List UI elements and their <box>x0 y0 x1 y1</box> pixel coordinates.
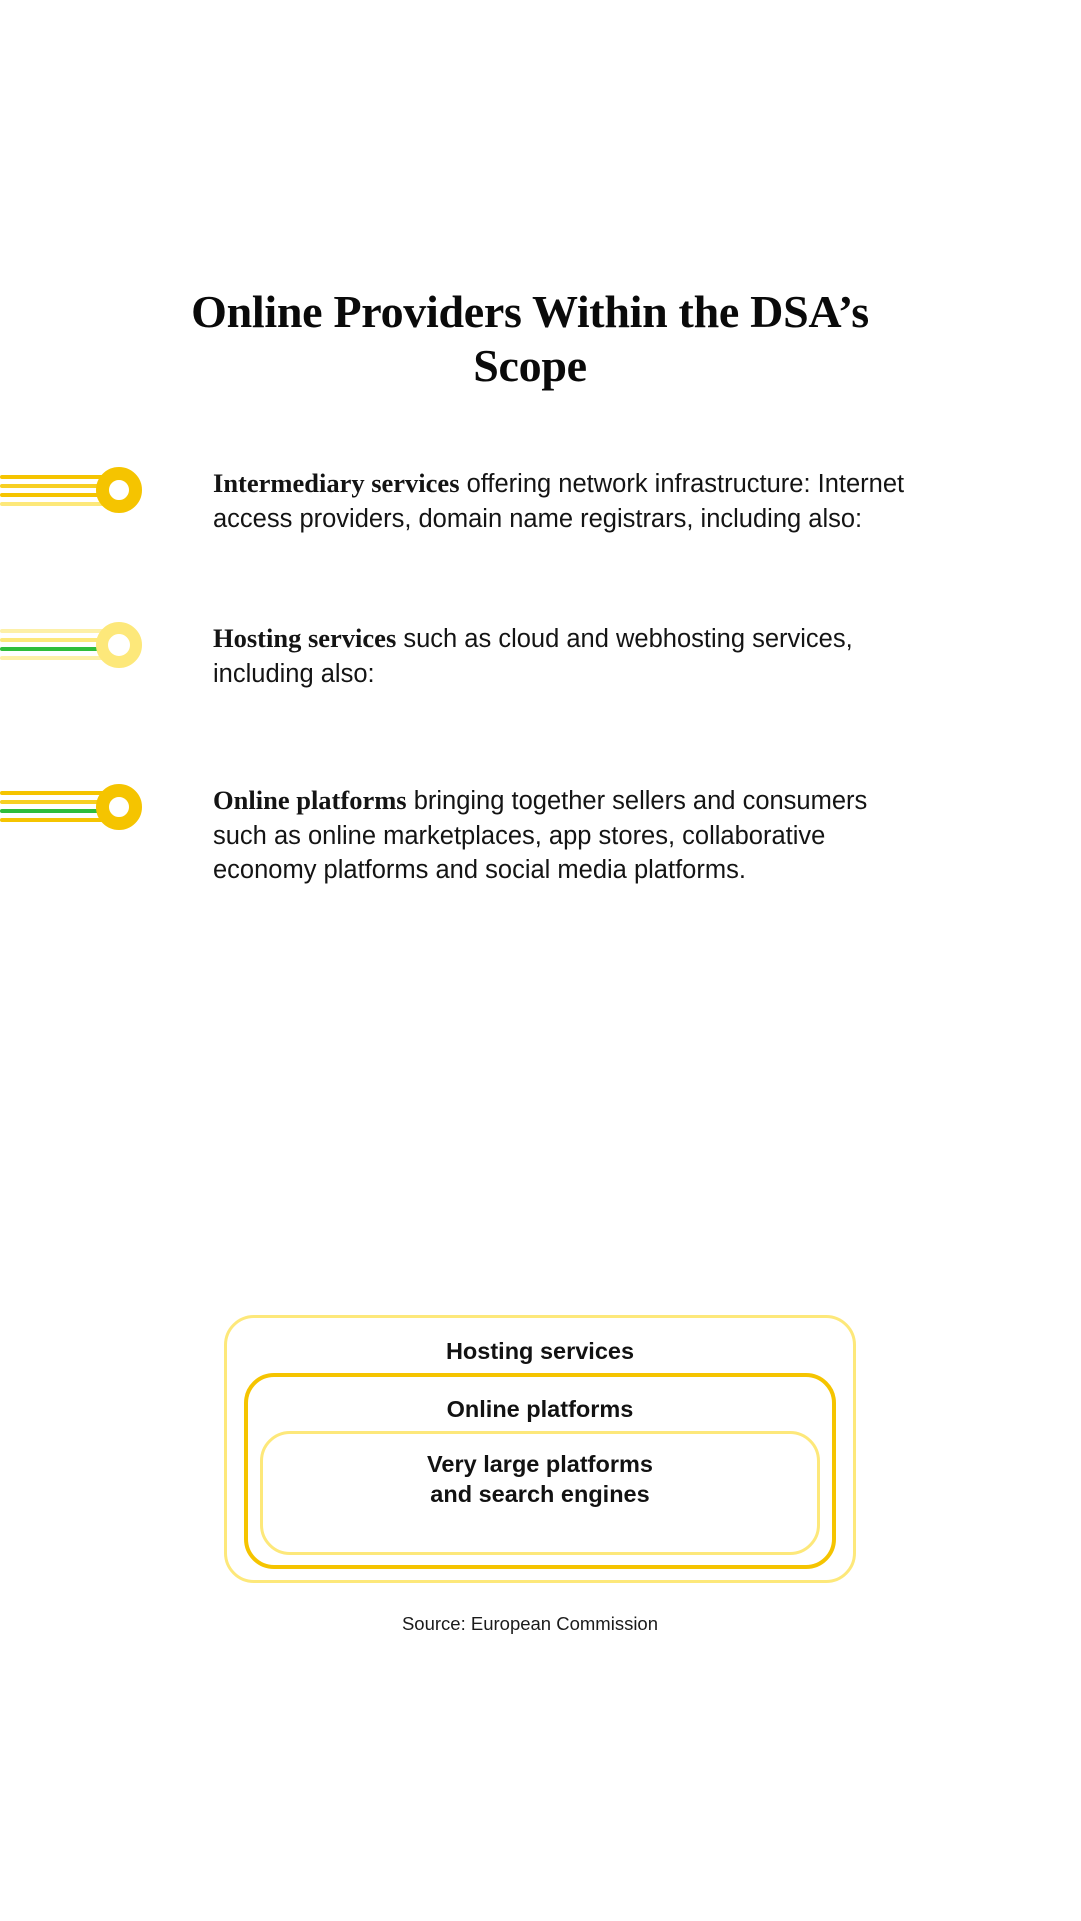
bullet-marker-hosting <box>0 620 170 676</box>
bullet-marker-intermediary <box>0 465 170 521</box>
bullet-lead-intermediary: Intermediary services <box>213 468 460 498</box>
bullet-lead-platforms: Online platforms <box>213 785 407 815</box>
nested-label-very-large-platforms-line2: and search engines <box>430 1481 650 1507</box>
marker-knob-icon <box>96 467 142 513</box>
nested-scope-diagram <box>224 1315 856 1583</box>
bullet-body-platforms: bringing together sellers and consumers such as online marketplaces, app stores, collaborative economy platforms and social media platforms. <box>213 787 868 885</box>
nested-label-online-platforms: Online platforms <box>446 1396 634 1422</box>
bullet-body-hosting: such as cloud and webhosting services, including also: <box>213 625 853 688</box>
marker-knob-icon <box>96 622 142 668</box>
bullet-marker-platforms <box>0 782 170 838</box>
nested-label-hosting-services: Hosting services <box>445 1338 635 1364</box>
source-caption: Source: European Commission <box>401 1613 659 1634</box>
bullet-text-intermediary <box>213 465 913 536</box>
bullet-body-intermediary: offering network infrastructure: Internet access providers, domain name registrars, including also: <box>213 470 905 533</box>
marker-knob-icon <box>96 784 142 830</box>
bullet-text-platforms <box>213 782 913 888</box>
nested-label-very-large-platforms-line1: Very large platforms <box>427 1451 653 1477</box>
page-title: Online Providers Within the DSA’s Scope <box>191 286 869 392</box>
bullet-lead-hosting: Hosting services <box>213 623 397 653</box>
bullet-text-hosting <box>213 620 913 691</box>
